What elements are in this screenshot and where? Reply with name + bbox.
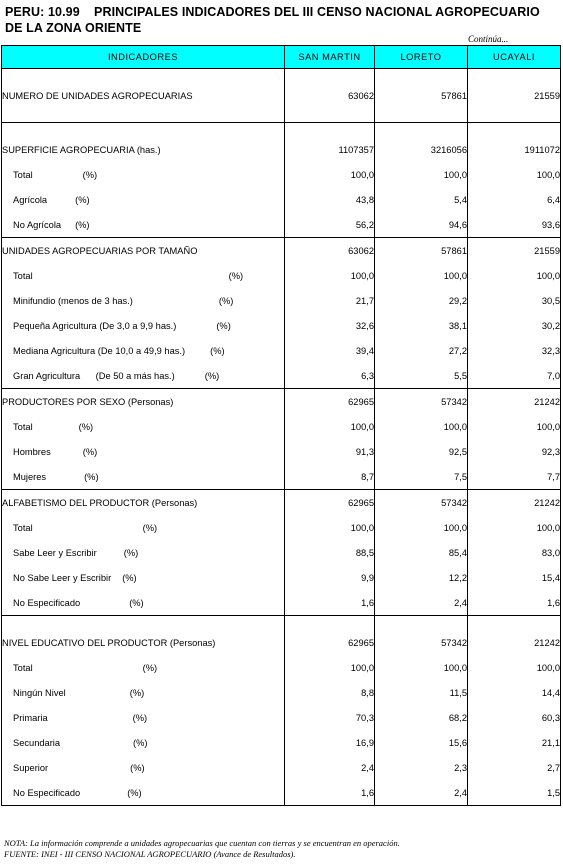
table-row [2, 288, 561, 313]
table-row [2, 540, 561, 565]
value-ucayali: 1911072 [468, 137, 561, 162]
value-ucayali: 32,3 [468, 338, 561, 363]
value-ucayali: 15,4 [468, 565, 561, 590]
value-san-martin: 63062 [285, 83, 375, 108]
value-loreto: 11,5 [375, 680, 468, 705]
value-loreto: 3216056 [375, 137, 468, 162]
value-loreto: 2,4 [375, 590, 468, 616]
section-row [2, 630, 561, 655]
spacer-cell [2, 616, 285, 631]
value-san-martin: 8,7 [285, 464, 375, 490]
indicator-label: ALFABETISMO DEL PRODUCTOR (Personas) [2, 497, 198, 508]
value-ucayali: 21,1 [468, 730, 561, 755]
indicator-label: Superior [13, 762, 49, 773]
value-ucayali: 93,6 [468, 212, 561, 238]
value-ucayali: 30,2 [468, 313, 561, 338]
spacer-row [2, 69, 561, 84]
row-label [2, 630, 285, 655]
section-row [2, 389, 561, 415]
value-loreto: 100,0 [375, 263, 468, 288]
table-row [2, 780, 561, 806]
value-ucayali: 21242 [468, 490, 561, 516]
value-loreto: 57342 [375, 490, 468, 516]
row-label [2, 780, 285, 806]
unit-label: (%) [218, 295, 234, 306]
indicator-label: Hombres [13, 446, 51, 457]
indicator-label: Minifundio (menos de 3 has.) [13, 295, 133, 306]
value-san-martin: 91,3 [285, 439, 375, 464]
value-loreto: 15,6 [375, 730, 468, 755]
indicator-label: No Especificado [13, 787, 81, 798]
value-ucayali: 1,5 [468, 780, 561, 806]
table-row [2, 414, 561, 439]
table-row [2, 655, 561, 680]
value-loreto: 100,0 [375, 515, 468, 540]
value-san-martin: 62965 [285, 490, 375, 516]
footnote-fuente: FUENTE: INEI - III CENSO NACIONAL AGROPECUARIO (Avance de Resultados). [4, 849, 296, 859]
unit-label: (%) [216, 320, 231, 331]
table-row [2, 212, 561, 238]
unit-label: (%) [82, 169, 98, 180]
spacer-cell [285, 616, 375, 631]
table-row [2, 590, 561, 616]
indicator-label: No Sabe Leer y Escribir [13, 572, 112, 583]
indicator-label: Agrícola [13, 194, 48, 205]
title-line-2: DE LA ZONA ORIENTE [5, 21, 142, 35]
value-loreto: 68,2 [375, 705, 468, 730]
value-loreto: 100,0 [375, 162, 468, 187]
value-san-martin: 32,6 [285, 313, 375, 338]
section-row [2, 490, 561, 516]
row-label [2, 540, 285, 565]
indicator-label: Mujeres [13, 471, 47, 482]
value-loreto: 100,0 [375, 655, 468, 680]
indicator-label: Total [13, 169, 33, 180]
indicator-label: Mediana Agricultura (De 10,0 a 49,9 has.) [13, 345, 186, 356]
spacer-cell [468, 616, 561, 631]
spacer-cell [375, 69, 468, 84]
spacer-row [2, 616, 561, 631]
row-label [2, 313, 285, 338]
value-loreto: 57861 [375, 238, 468, 264]
spacer-cell [285, 69, 375, 84]
row-label [2, 755, 285, 780]
unit-label: (%) [142, 522, 158, 533]
row-label [2, 288, 285, 313]
table-row [2, 187, 561, 212]
table-body [2, 69, 561, 806]
value-loreto: 94,6 [375, 212, 468, 238]
indicator-label: Primaria [13, 712, 48, 723]
value-san-martin: 1,6 [285, 780, 375, 806]
row-label [2, 389, 285, 415]
spacer-cell [468, 108, 561, 123]
unit-label: (%) [75, 194, 90, 205]
unit-label: (%) [78, 421, 94, 432]
table-row [2, 730, 561, 755]
value-loreto: 57342 [375, 630, 468, 655]
value-loreto: 2,4 [375, 780, 468, 806]
value-loreto: 27,2 [375, 338, 468, 363]
unit-label: (%) [127, 787, 142, 798]
unit-label: (%) [210, 345, 225, 356]
value-loreto: 100,0 [375, 414, 468, 439]
value-loreto: 12,2 [375, 565, 468, 590]
value-ucayali: 100,0 [468, 162, 561, 187]
unit-label: (%) [142, 662, 158, 673]
value-loreto: 7,5 [375, 464, 468, 490]
section-row [2, 83, 561, 108]
value-loreto: 92,5 [375, 439, 468, 464]
indicator-label: Secundaria [13, 737, 61, 748]
value-ucayali: 60,3 [468, 705, 561, 730]
table-row [2, 705, 561, 730]
spacer-cell [285, 123, 375, 138]
value-san-martin: 100,0 [285, 414, 375, 439]
table-row [2, 338, 561, 363]
value-san-martin: 100,0 [285, 655, 375, 680]
title-line-1: PERU: 10.99 PRINCIPALES INDICADORES DEL III CENSO NACIONAL AGROPECUARIO [5, 5, 540, 19]
value-san-martin: 16,9 [285, 730, 375, 755]
value-san-martin: 1107357 [285, 137, 375, 162]
page-title [5, 4, 560, 36]
spacer-cell [375, 108, 468, 123]
value-loreto: 29,2 [375, 288, 468, 313]
value-san-martin: 43,8 [285, 187, 375, 212]
indicator-label: Gran Agricultura (De 50 a más has.) [13, 370, 175, 381]
value-ucayali: 21242 [468, 389, 561, 415]
row-label [2, 83, 285, 108]
value-loreto: 85,4 [375, 540, 468, 565]
header-san-martin: SAN MARTIN [285, 46, 375, 69]
spacer-cell [468, 123, 561, 138]
row-label [2, 439, 285, 464]
value-san-martin: 1,6 [285, 590, 375, 616]
row-label [2, 137, 285, 162]
value-san-martin: 100,0 [285, 263, 375, 288]
unit-label: (%) [228, 270, 244, 281]
value-ucayali: 83,0 [468, 540, 561, 565]
value-san-martin: 9,9 [285, 565, 375, 590]
spacer-cell [285, 108, 375, 123]
unit-label: (%) [123, 547, 139, 558]
unit-label: (%) [129, 597, 144, 608]
row-label [2, 464, 285, 490]
unit-label: (%) [133, 737, 148, 748]
section-row [2, 238, 561, 264]
row-label [2, 187, 285, 212]
row-label [2, 263, 285, 288]
indicator-label: NUMERO DE UNIDADES AGROPECUARIAS [2, 90, 193, 101]
value-san-martin: 100,0 [285, 515, 375, 540]
spacer-cell [2, 123, 285, 138]
table-header-row [2, 46, 561, 69]
unit-label: (%) [204, 370, 220, 381]
value-ucayali: 2,7 [468, 755, 561, 780]
row-label [2, 515, 285, 540]
indicator-label: Total [13, 522, 33, 533]
value-san-martin: 63062 [285, 238, 375, 264]
value-san-martin: 2,4 [285, 755, 375, 780]
row-label [2, 162, 285, 187]
row-label [2, 338, 285, 363]
indicator-label: Total [13, 662, 33, 673]
spacer-cell [2, 108, 285, 123]
row-label [2, 590, 285, 616]
row-label [2, 414, 285, 439]
value-loreto: 2,3 [375, 755, 468, 780]
unit-label: (%) [130, 762, 145, 773]
indicator-label: Total [13, 270, 33, 281]
value-san-martin: 39,4 [285, 338, 375, 363]
row-label [2, 655, 285, 680]
section-row [2, 137, 561, 162]
indicator-label: PRODUCTORES POR SEXO (Personas) [2, 396, 174, 407]
value-ucayali: 7,7 [468, 464, 561, 490]
spacer-cell [468, 69, 561, 84]
table-row [2, 439, 561, 464]
unit-label: (%) [129, 687, 145, 698]
value-ucayali: 14,4 [468, 680, 561, 705]
indicator-label: SUPERFICIE AGROPECUARIA (has.) [2, 144, 161, 155]
unit-label: (%) [122, 572, 137, 583]
value-loreto: 57342 [375, 389, 468, 415]
value-san-martin: 88,5 [285, 540, 375, 565]
value-ucayali: 100,0 [468, 655, 561, 680]
row-label [2, 565, 285, 590]
continua-label: Continúa... [468, 34, 509, 44]
header-loreto: LORETO [375, 46, 468, 69]
value-ucayali: 30,5 [468, 288, 561, 313]
value-ucayali: 7,0 [468, 363, 561, 389]
value-ucayali: 92,3 [468, 439, 561, 464]
value-ucayali: 21242 [468, 630, 561, 655]
value-ucayali: 100,0 [468, 515, 561, 540]
footnote [4, 838, 400, 860]
value-san-martin: 6,3 [285, 363, 375, 389]
indicator-label: No Especificado [13, 597, 81, 608]
table-row [2, 755, 561, 780]
header-ucayali: UCAYALI [468, 46, 561, 69]
row-label [2, 730, 285, 755]
table-row [2, 363, 561, 389]
footnote-nota: NOTA: La información comprende a unidades agropecuarias que cuentan con tierras y se encuentran en operación. [4, 838, 400, 848]
unit-label: (%) [132, 712, 148, 723]
row-label [2, 490, 285, 516]
indicator-label: NIVEL EDUCATIVO DEL PRODUCTOR (Personas) [2, 637, 216, 648]
value-ucayali: 100,0 [468, 414, 561, 439]
value-ucayali: 6,4 [468, 187, 561, 212]
unit-label: (%) [84, 471, 99, 482]
row-label [2, 705, 285, 730]
indicator-label: Sabe Leer y Escribir [13, 547, 97, 558]
value-ucayali: 21559 [468, 83, 561, 108]
spacer-cell [375, 123, 468, 138]
header-indicadores: INDICADORES [2, 46, 285, 69]
value-loreto: 5,5 [375, 363, 468, 389]
table-row [2, 515, 561, 540]
row-label [2, 212, 285, 238]
indicator-label: Total [13, 421, 33, 432]
indicator-label: UNIDADES AGROPECUARIAS POR TAMAÑO [2, 245, 198, 256]
table-row [2, 313, 561, 338]
value-ucayali: 1,6 [468, 590, 561, 616]
table-row [2, 680, 561, 705]
indicator-label: Ningún Nivel [13, 687, 66, 698]
value-ucayali: 21559 [468, 238, 561, 264]
value-loreto: 5,4 [375, 187, 468, 212]
spacer-row [2, 123, 561, 138]
value-ucayali: 100,0 [468, 263, 561, 288]
indicator-label: Pequeña Agricultura (De 3,0 a 9,9 has.) [13, 320, 177, 331]
value-san-martin: 56,2 [285, 212, 375, 238]
value-san-martin: 21,7 [285, 288, 375, 313]
table-row [2, 162, 561, 187]
table-row [2, 565, 561, 590]
spacer-cell [375, 616, 468, 631]
row-label [2, 680, 285, 705]
value-san-martin: 8,8 [285, 680, 375, 705]
value-loreto: 57861 [375, 83, 468, 108]
value-san-martin: 100,0 [285, 162, 375, 187]
table-row [2, 464, 561, 490]
row-label [2, 238, 285, 264]
indicators-table [1, 45, 561, 806]
value-san-martin: 62965 [285, 630, 375, 655]
unit-label: (%) [75, 219, 90, 230]
unit-label: (%) [82, 446, 98, 457]
indicator-label: No Agrícola [13, 219, 62, 230]
value-loreto: 38,1 [375, 313, 468, 338]
table-row [2, 263, 561, 288]
spacer-cell [2, 69, 285, 84]
value-san-martin: 62965 [285, 389, 375, 415]
spacer-row [2, 108, 561, 123]
value-san-martin: 70,3 [285, 705, 375, 730]
row-label [2, 363, 285, 389]
